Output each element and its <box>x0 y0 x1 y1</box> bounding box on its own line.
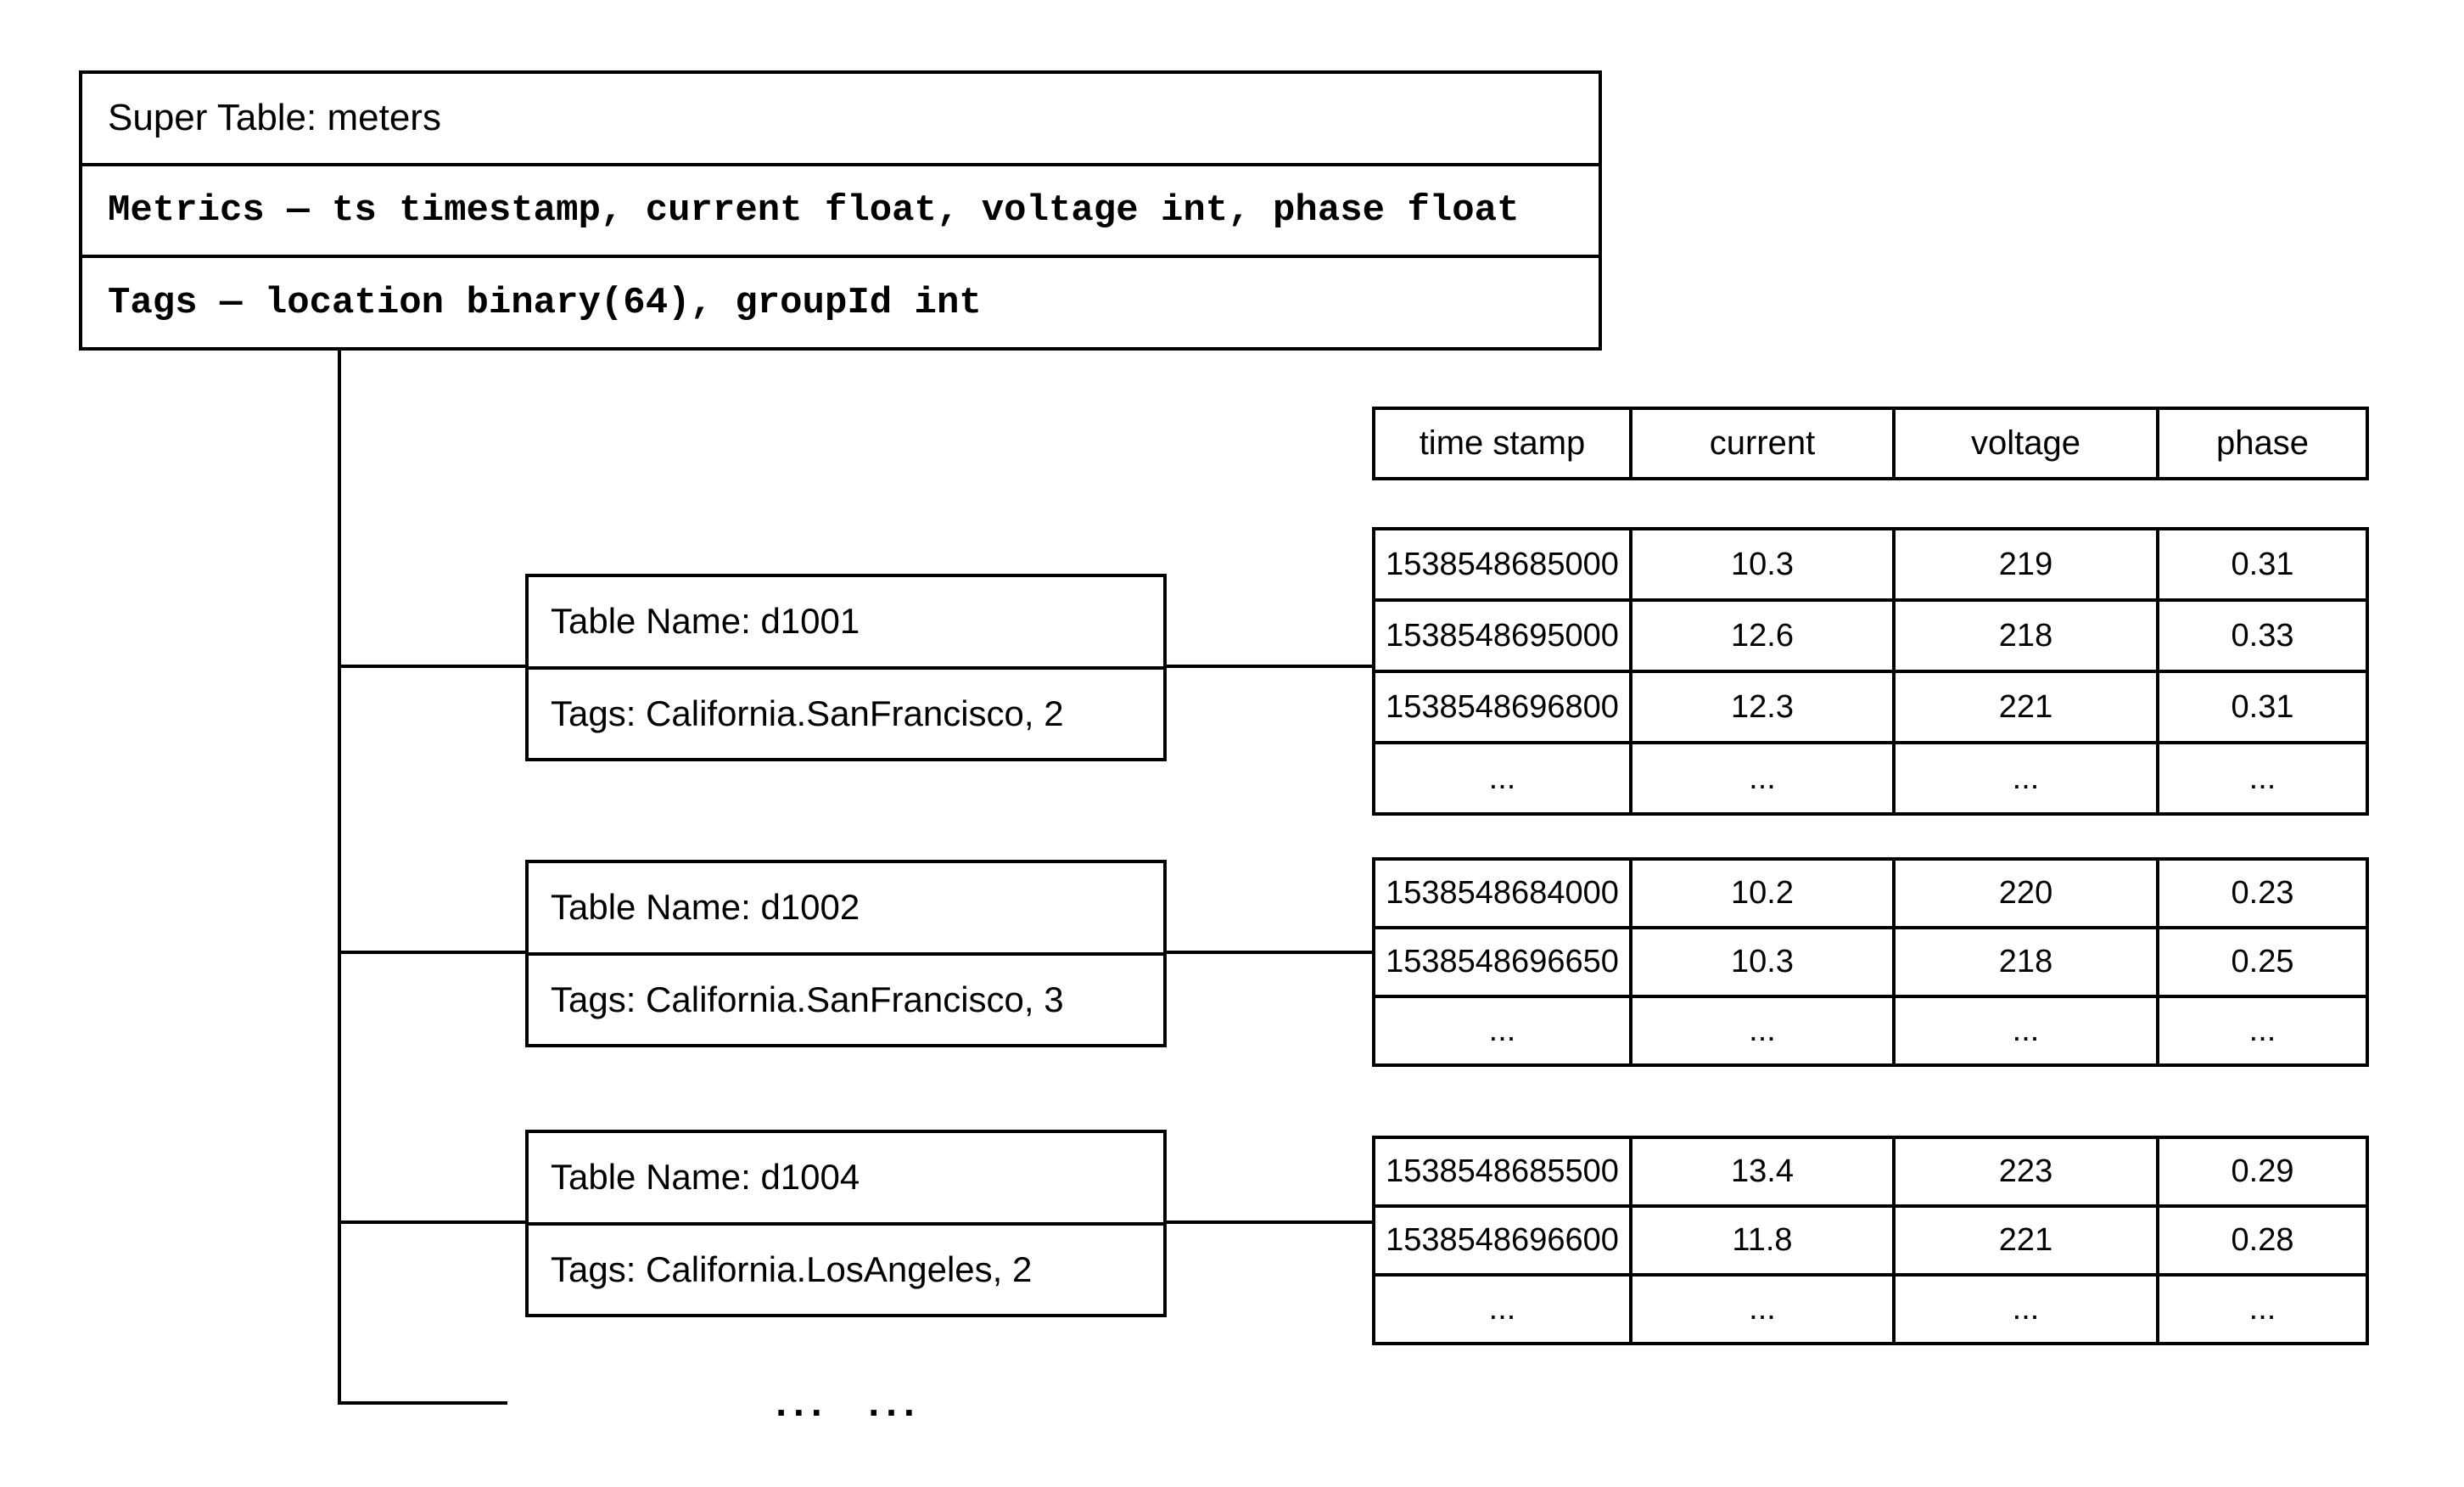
data-cell: ... <box>1374 743 1631 814</box>
measurement-table-d1001 <box>1372 527 2369 816</box>
device-box-d1001 <box>525 574 1167 761</box>
data-cell: 1538548685500 <box>1374 1137 1631 1206</box>
measurement-table-d1002 <box>1372 857 2369 1067</box>
device-tags: Tags: California.SanFrancisco, 3 <box>551 979 1064 1019</box>
data-cell: 0.31 <box>2158 671 2367 743</box>
super-table-tags: Tags — location binary(64), groupId int <box>82 255 1599 347</box>
table-row <box>1374 1137 2367 1206</box>
data-cell: 10.3 <box>1631 928 1894 996</box>
device-name: Table Name: d1004 <box>529 1133 1163 1226</box>
data-cell: 12.3 <box>1631 671 1894 743</box>
table-row <box>1374 529 2367 600</box>
data-cell: 0.25 <box>2158 928 2367 996</box>
data-cell: 0.33 <box>2158 600 2367 671</box>
table-row <box>1374 671 2367 743</box>
header-cell-voltage: voltage <box>1894 408 2158 479</box>
data-cell: 0.23 <box>2158 859 2367 928</box>
data-cell: 0.31 <box>2158 529 2367 600</box>
header-cell-phase: phase <box>2158 408 2367 479</box>
data-cell: 223 <box>1894 1137 2158 1206</box>
data-cell: 1538548696600 <box>1374 1206 1631 1275</box>
data-cell: ... <box>1894 996 2158 1065</box>
super-table-box <box>79 70 1602 351</box>
device-tags: Tags: California.LosAngeles, 2 <box>551 1249 1033 1289</box>
data-cell: ... <box>1894 743 2158 814</box>
data-cell: 221 <box>1894 671 2158 743</box>
data-cell: 12.6 <box>1631 600 1894 671</box>
data-cell: 1538548695000 <box>1374 600 1631 671</box>
data-cell: 1538548684000 <box>1374 859 1631 928</box>
data-cell: ... <box>2158 1275 2367 1344</box>
link-line-d1004-table <box>1165 1220 1374 1224</box>
data-cell: 1538548696650 <box>1374 928 1631 996</box>
table-row-ellipsis <box>1374 996 2367 1065</box>
data-cell: 218 <box>1894 600 2158 671</box>
data-cell: 221 <box>1894 1206 2158 1275</box>
data-cell: ... <box>2158 743 2367 814</box>
table-row <box>1374 1206 2367 1275</box>
header-cell-current: current <box>1631 408 1894 479</box>
device-box-d1004 <box>525 1130 1167 1317</box>
data-cell: ... <box>1374 1275 1631 1344</box>
table-row <box>1374 600 2367 671</box>
data-cell: 13.4 <box>1631 1137 1894 1206</box>
trunk-bottom-branch-line <box>338 1401 507 1405</box>
data-cell: ... <box>1894 1275 2158 1344</box>
device-name: Table Name: d1001 <box>529 577 1163 670</box>
data-cell: ... <box>1631 743 1894 814</box>
trunk-line <box>338 351 341 1405</box>
branch-line-d1001 <box>338 665 527 668</box>
header-cell-timestamp: time stamp <box>1374 408 1631 479</box>
table-row <box>1374 859 2367 928</box>
table-header-row <box>1374 408 2367 479</box>
data-cell: 219 <box>1894 529 2158 600</box>
link-line-d1002-table <box>1165 951 1374 954</box>
data-cell: ... <box>1631 996 1894 1065</box>
data-cell: 218 <box>1894 928 2158 996</box>
data-cell: 0.29 <box>2158 1137 2367 1206</box>
data-cell: 11.8 <box>1631 1206 1894 1275</box>
branch-line-d1004 <box>338 1220 527 1224</box>
data-cell: 0.28 <box>2158 1206 2367 1275</box>
data-cell: 10.3 <box>1631 529 1894 600</box>
super-table-metrics: Metrics — ts timestamp, current float, voltage int, phase float <box>82 163 1599 255</box>
super-table-title: Super Table: meters <box>108 97 441 139</box>
table-row-ellipsis <box>1374 743 2367 814</box>
more-tables-ellipsis: ... ... <box>776 1380 921 1424</box>
device-box-d1002 <box>525 860 1167 1047</box>
data-cell: ... <box>2158 996 2367 1065</box>
data-cell: 220 <box>1894 859 2158 928</box>
data-cell: ... <box>1631 1275 1894 1344</box>
device-name: Table Name: d1002 <box>529 863 1163 956</box>
table-row-ellipsis <box>1374 1275 2367 1344</box>
measurement-table-d1004 <box>1372 1136 2369 1345</box>
branch-line-d1002 <box>338 951 527 954</box>
data-cell: 1538548685000 <box>1374 529 1631 600</box>
data-cell: 1538548696800 <box>1374 671 1631 743</box>
device-tags: Tags: California.SanFrancisco, 2 <box>551 693 1064 733</box>
data-cell: 10.2 <box>1631 859 1894 928</box>
link-line-d1001-table <box>1165 665 1374 668</box>
measurement-header-table <box>1372 407 2369 480</box>
data-cell: ... <box>1374 996 1631 1065</box>
table-row <box>1374 928 2367 996</box>
